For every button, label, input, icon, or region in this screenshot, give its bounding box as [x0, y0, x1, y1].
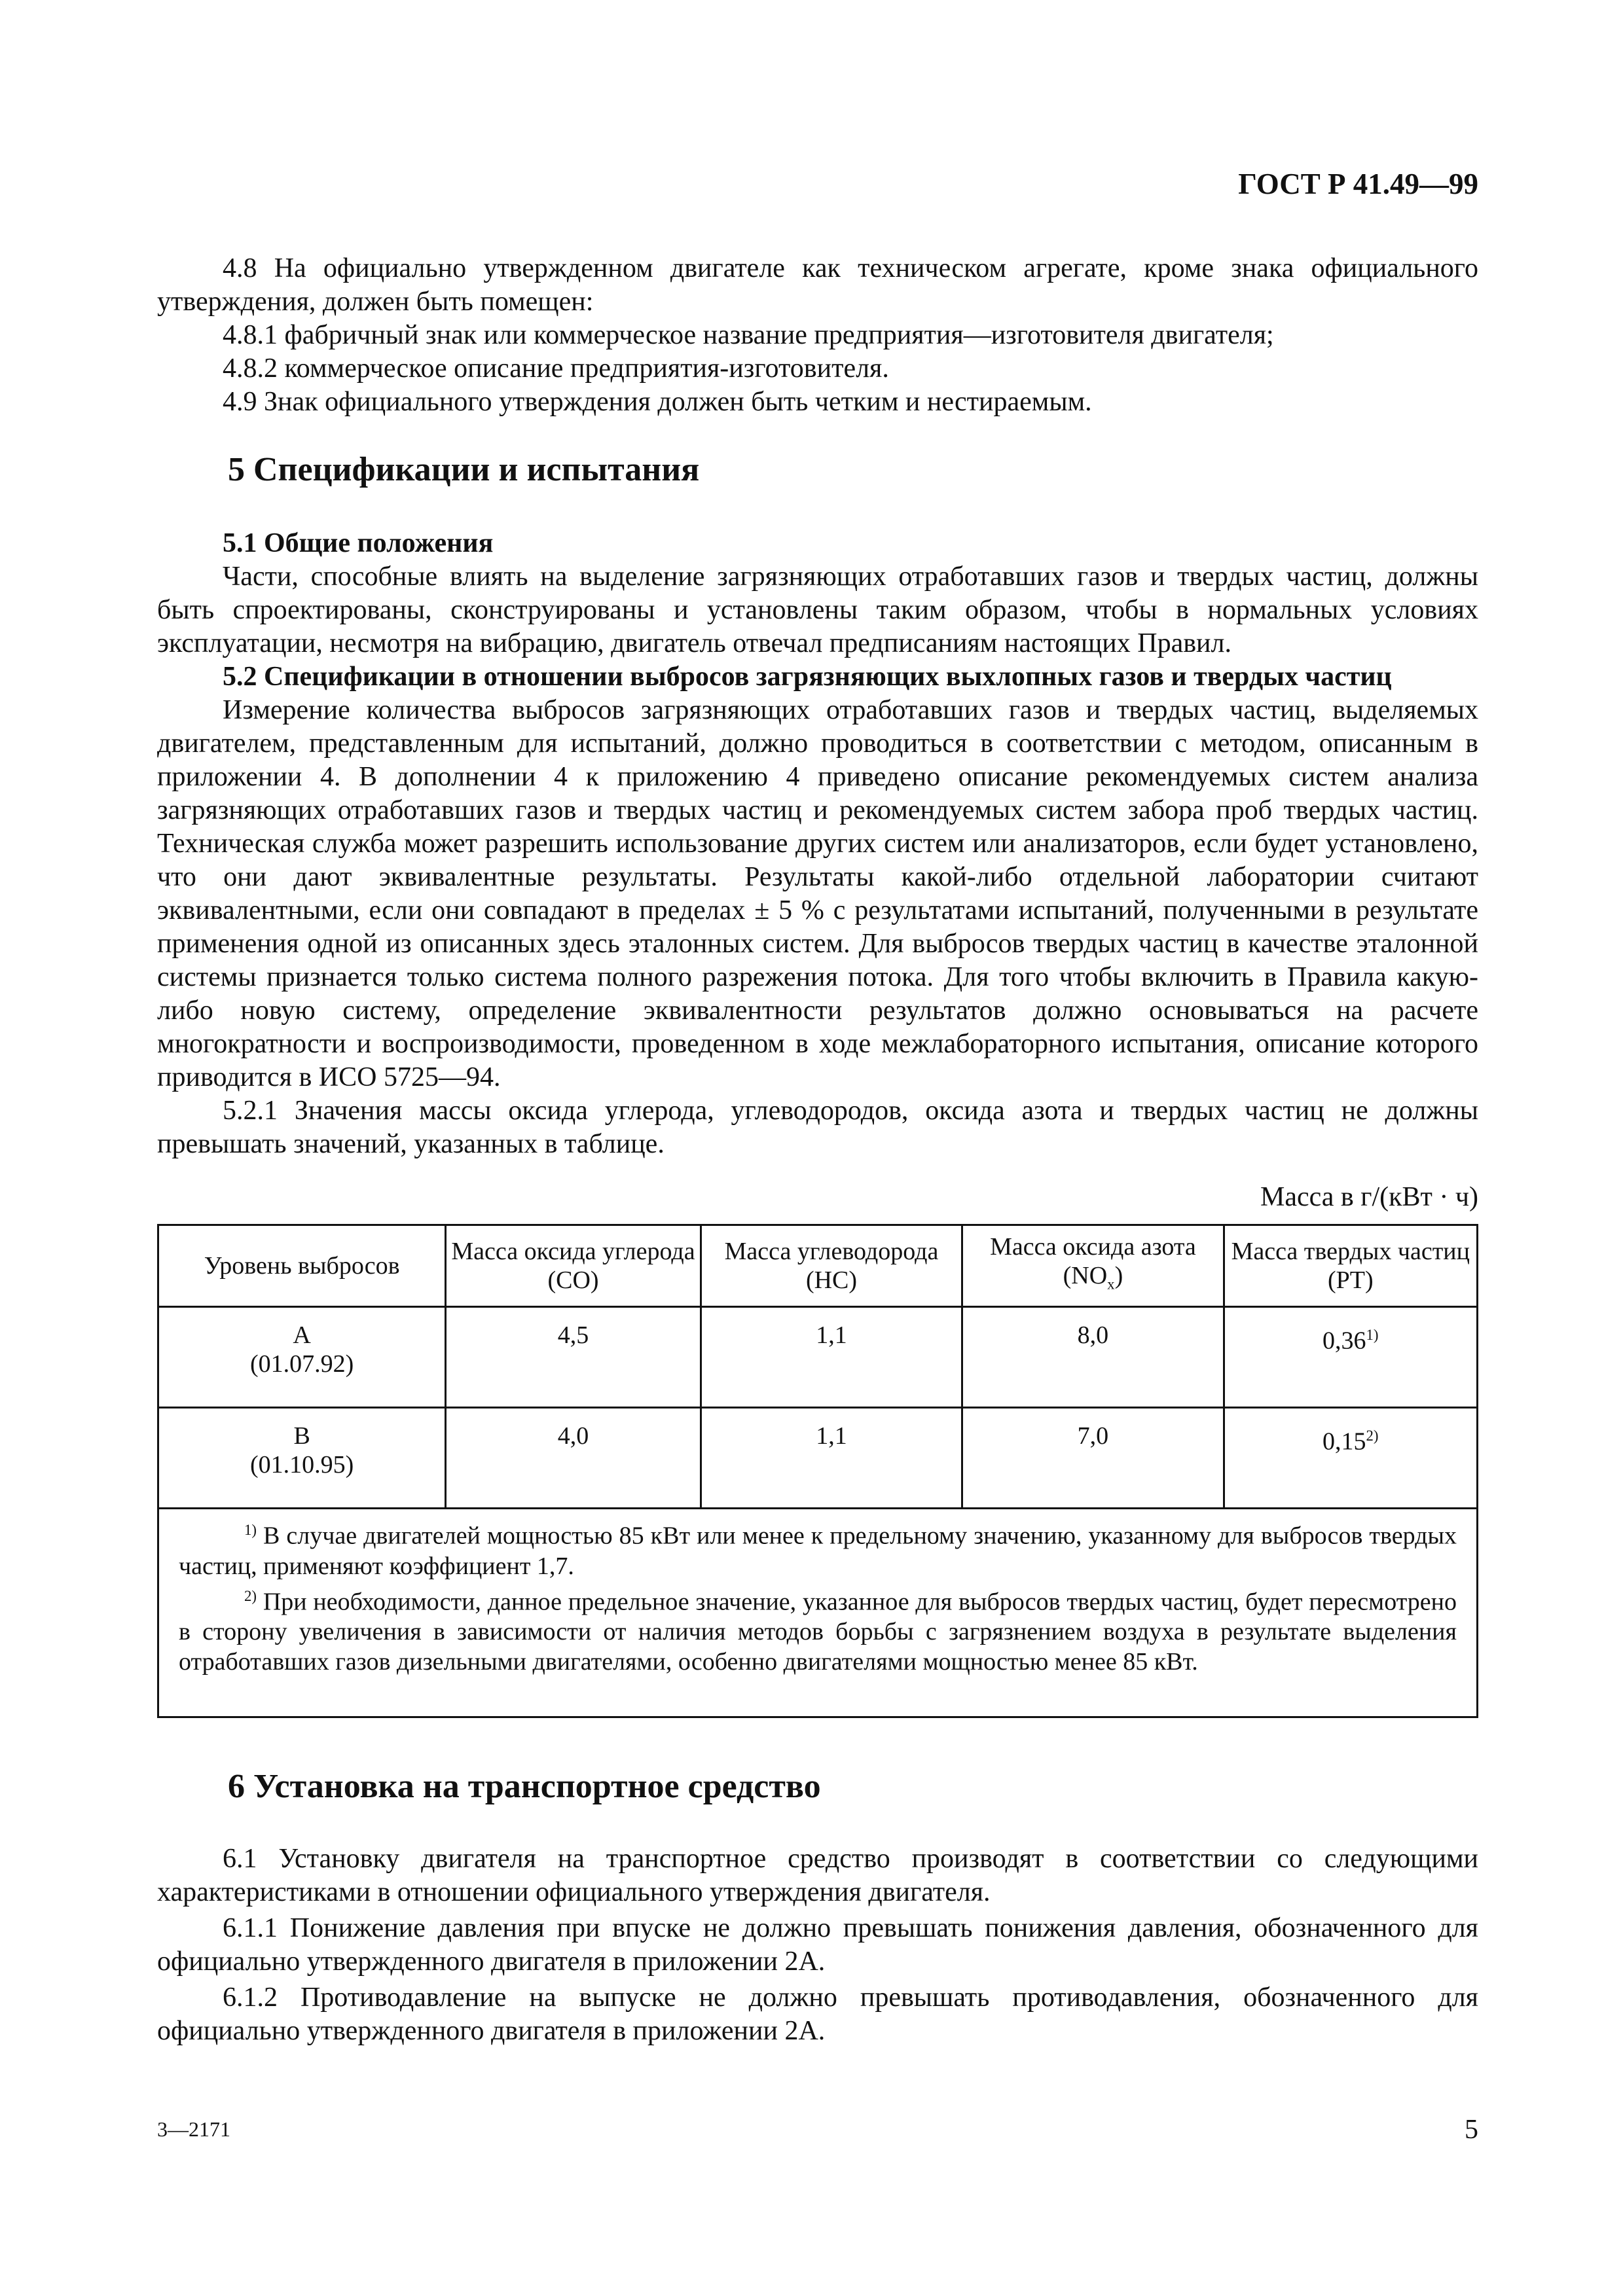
paragraph-6-1-2: 6.1.2 Противодавление на выпуске не должно превышать противодавления, обозначенного для официально утвержденного двигателя в приложении 2А.: [157, 1982, 1478, 2046]
paragraph-4-8-1: 4.8.1 фабричный знак или коммерческое название предприятия—изготовителя двигателя;: [223, 320, 1274, 350]
header-level: Уровень выбросов: [158, 1225, 446, 1307]
header-hc: Масса углеводорода (HC): [701, 1225, 962, 1307]
paragraph-5-2: Измерение количества выбросов загрязняющих отработавших газов и твердых частиц, выделяемых двигателем, представленным для испытаний, должно проводиться в соответствии с методом, описанным в приложении 4. В дополнении 4 к приложению 4 приведено описание рекомендуемых систем анализа загрязняющих отработавших газов и твердых частиц и рекомендуемых систем забора проб твердых частиц. Техническая служба может разрешить использование других систем или анализаторов, если будет установлено, что они дают эквивалентные результаты. Результаты какой-либо отдельной лаборатории считают эквивалентными, если они совпадают в пределах ± 5 % с результатами испытаний, полученными в результате применения одной из описанных здесь эталонных систем. Для выбросов твердых частиц в качестве эталонной системы признается только система полного разрежения потока. Для того чтобы включить в Правила какую-либо новую систему, определение эквивалентности результатов должно основываться на расчете многократности и воспроизводимости, проведенном в ходе межлабораторного испытания, описание которого приводится в ИСО 5725—94.: [157, 695, 1478, 1092]
paragraph-4-8: 4.8 На официально утвержденном двигателе как техническом агрегате, кроме знака официального утверждения, должен быть помещен:: [157, 253, 1478, 317]
subsection-5-2-title: 5.2 Спецификации в отношении выбросов загрязняющих выхлопных газов и твердых частиц: [223, 662, 1392, 692]
section-6-body: [157, 1842, 1478, 2048]
cell-co: 4,5: [446, 1307, 701, 1408]
subsection-5-1-title: 5.1 Общие положения: [223, 528, 494, 558]
footnote-ref: 1): [1366, 1327, 1379, 1343]
section-5-title: 5 Спецификации и испытания: [228, 451, 700, 488]
paragraph-4-9: 4.9 Знак официального утверждения должен быть четким и нестираемым.: [223, 387, 1092, 417]
header-nox: Масса оксида азота $(NO_x)$: [962, 1225, 1224, 1307]
table-units: Масса в г/(кВт · ч): [1260, 1182, 1478, 1212]
cell-pt: 0,15$^{2)}$: [1224, 1408, 1477, 1509]
paragraph-6-1: 6.1 Установку двигателя на транспортное средство производят в соответствии со следующими характеристиками в отношении официального утверждения двигателя.: [157, 1844, 1478, 1907]
paragraph-5-1: Части, способные влиять на выделение загрязняющих отработавших газов и твердых частиц, должны быть спроектированы, сконструированы и установлены таким образом, чтобы в нормальных условиях эксплуатации, несмотря на вибрацию, двигатель отвечал предписаниям настоящих Правил.: [157, 562, 1478, 658]
table-footnotes: [157, 1489, 1478, 1718]
footnote-ref: 2): [1366, 1427, 1379, 1444]
cell-nox: 7,0: [962, 1408, 1224, 1509]
print-order-code: 3—2171: [157, 2117, 230, 2141]
section-5-body: [157, 527, 1478, 1161]
cell-level: B (01.10.95): [158, 1408, 446, 1509]
paragraph-6-1-1: 6.1.1 Понижение давления при впуске не должно превышать понижения давления, обозначенного для официально утвержденного двигателя в приложении 2А.: [157, 1913, 1478, 1977]
header-pt: Масса твердых частиц (PT): [1224, 1225, 1477, 1307]
section-6-title: 6 Установка на транспортное средство: [228, 1768, 821, 1805]
cell-hc: 1,1: [701, 1408, 962, 1509]
cell-pt: 0,36$^{1)}$: [1224, 1307, 1477, 1408]
paragraph-4-8-2: 4.8.2 коммерческое описание предприятия-изготовителя.: [223, 353, 889, 384]
document-code: ГОСТ Р 41.49—99: [1238, 168, 1478, 200]
table-header-row: [158, 1225, 1478, 1307]
section-4-continuation: [157, 252, 1478, 419]
table-row: [158, 1307, 1478, 1408]
paragraph-5-2-1: 5.2.1 Значения массы оксида углерода, углеводородов, оксида азота и твердых частиц не должны превышать значений, указанных в таблице.: [157, 1096, 1478, 1159]
document-page: [157, 0, 1478, 2296]
footnote-2: $^{2)}$ При необходимости, данное предельное значение, указанное для выбросов твердых частиц, будет пересмотрено в сторону увеличения в зависимости от наличия методов борьбы с загрязнением воздуха в результате выделения отработавших газов дизельными двигателями, особенно двигателями мощностью менее 85 кВт.: [179, 1587, 1457, 1676]
cell-level: A (01.07.92): [158, 1307, 446, 1408]
header-co: Масса оксида углерода (CO): [446, 1225, 701, 1307]
cell-hc: 1,1: [701, 1307, 962, 1408]
cell-nox: 8,0: [962, 1307, 1224, 1408]
emission-limits-table: [157, 1224, 1478, 1509]
page-number: 5: [1465, 2115, 1478, 2145]
footnote-1: $^{1)}$ В случае двигателей мощностью 85 кВт или менее к предельному значению, указанному для выбросов твердых частиц, применяют коэффициент 1,7.: [179, 1522, 1457, 1580]
cell-co: 4,0: [446, 1408, 701, 1509]
